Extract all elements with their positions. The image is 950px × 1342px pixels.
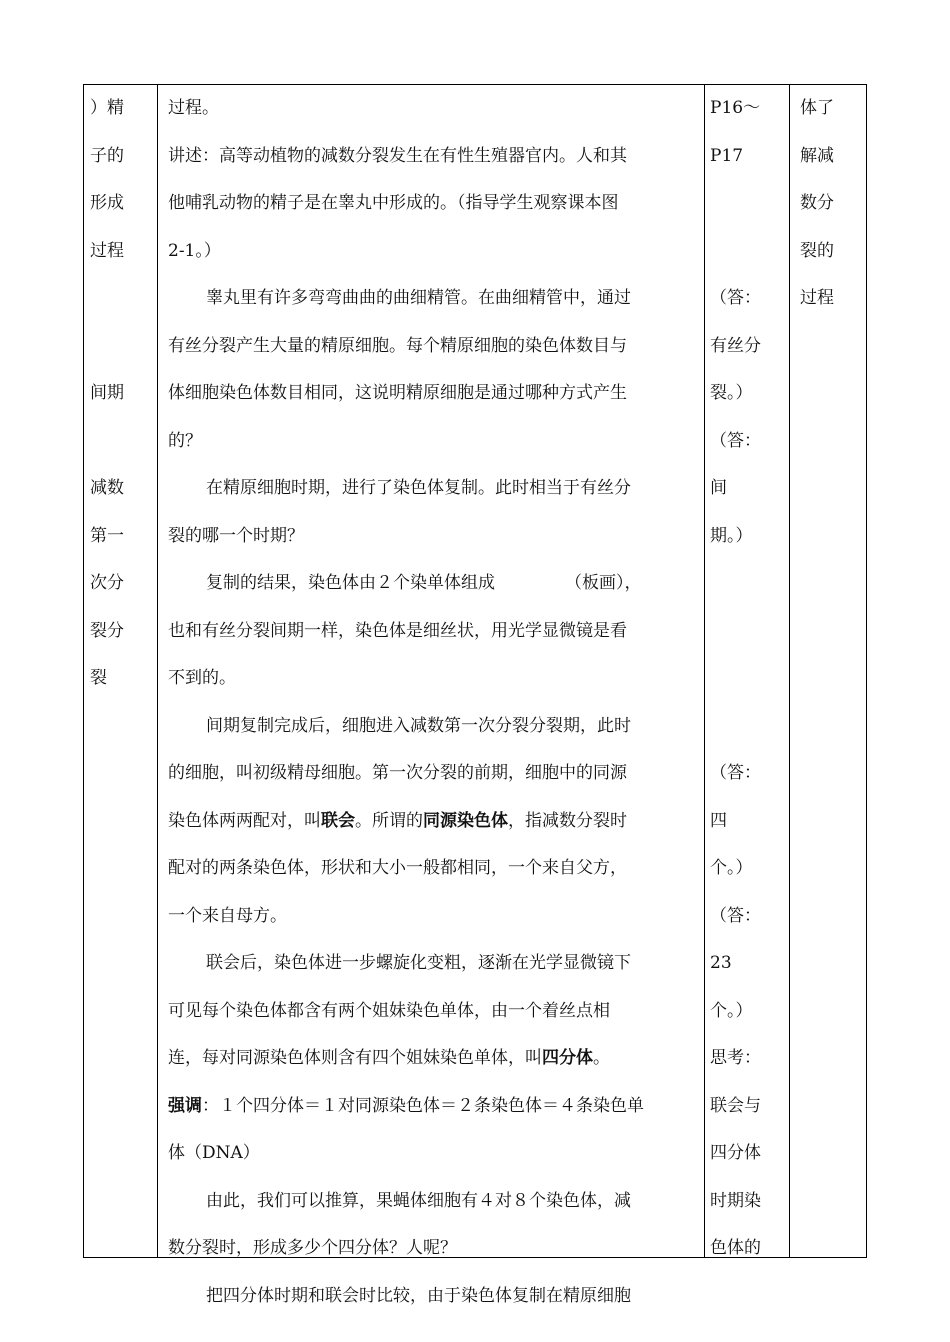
lesson-table (83, 84, 867, 1306)
content-text: 复制的结果，染色体由２个染单体组成 (206, 573, 495, 593)
content-line: 可见每个染色体都含有两个姐妹染色单体，由一个着丝点相 (168, 1000, 610, 1021)
content-line: 由此，我们可以推算，果蝇体细胞有４对８个染色体，减 (206, 1190, 631, 1211)
content-line: 讲述：高等动植物的减数分裂发生在有性生殖器官内。人和其 (168, 145, 627, 166)
purpose-column (800, 85, 864, 323)
topic-line: ）精 (90, 98, 124, 118)
content-text: ，指减数分裂时 (508, 810, 627, 831)
answer-line: 个。） (710, 1000, 753, 1021)
answer-line: 有丝分 (710, 335, 761, 356)
purpose-line: 解减 (800, 145, 834, 166)
purpose-line: 裂的 (800, 240, 834, 261)
answer-line: 时期染 (710, 1190, 761, 1211)
answer-line: （答： (710, 905, 761, 926)
term-homologous-chromosome: 同源染色体 (423, 810, 508, 831)
topic-line: 间期 (90, 383, 124, 403)
content-line (168, 1035, 696, 1083)
content-line (168, 798, 696, 846)
answer-line (710, 560, 774, 608)
purpose-line: 数分 (800, 193, 834, 213)
content-text: 染色体两两配对，叫 (168, 810, 321, 831)
answer-line: P16～ (710, 98, 761, 118)
answer-line: 四分体 (710, 1143, 761, 1163)
topic-line (90, 418, 154, 466)
topic-line (90, 275, 154, 323)
content-line (168, 1083, 696, 1131)
topic-line: 第一 (90, 525, 124, 546)
answer-line: （答： (710, 763, 761, 783)
column-divider-1 (157, 85, 158, 1257)
answer-line: 期。） (710, 525, 753, 546)
content-text: 。 (593, 1048, 610, 1068)
topic-line: 减数 (90, 478, 124, 498)
answer-line (710, 608, 774, 656)
content-column (168, 85, 696, 1320)
content-line: 也和有丝分裂间期一样，染色体是细丝状，用光学显微镜是看 (168, 620, 627, 641)
purpose-line: 体了 (800, 98, 834, 118)
content-line: 过程。 (168, 98, 219, 118)
topic-line: 过程 (90, 240, 124, 261)
topic-line: 次分 (90, 573, 124, 593)
content-line (168, 560, 696, 608)
answer-line (710, 228, 774, 276)
term-synapsis: 联会 (321, 810, 355, 831)
answer-line: 色体的 (710, 1238, 761, 1258)
answer-line: 思考： (710, 1048, 761, 1068)
answer-line: （答： (710, 430, 761, 451)
emphasis-label: 强调 (168, 1095, 202, 1116)
topic-column (90, 85, 154, 703)
answer-line: 间 (710, 478, 727, 498)
content-line: 在精原细胞时期，进行了染色体复制。此时相当于有丝分 (206, 478, 631, 498)
topic-line: 形成 (90, 193, 124, 213)
content-text: 。所谓的 (355, 810, 423, 831)
answer-line: P17 (710, 145, 744, 166)
topic-line: 子的 (90, 145, 124, 166)
content-line: 睾丸里有许多弯弯曲曲的曲细精管。在曲细精管中，通过 (206, 288, 631, 308)
answer-line: 23 (710, 953, 732, 973)
column-divider-3 (789, 85, 790, 1257)
content-line: 他哺乳动物的精子是在睾丸中形成的。（指导学生观察课本图 (168, 193, 619, 213)
content-line: 裂的哪一个时期？ (168, 525, 304, 546)
content-line: 不到的。 (168, 668, 236, 688)
content-line: 有丝分裂产生大量的精原细胞。每个精原细胞的染色体数目与 (168, 335, 627, 356)
term-tetrad: 四分体 (542, 1048, 593, 1068)
content-line: 数分裂时，形成多少个四分体？人呢？ (168, 1238, 457, 1258)
column-divider-2 (704, 85, 705, 1257)
board-drawing-note: （板画）， (565, 573, 642, 593)
answer-line (710, 655, 774, 703)
answers-column (710, 85, 774, 1273)
answer-line: 个。） (710, 858, 753, 878)
answer-line (710, 180, 774, 228)
topic-line: 裂分 (90, 620, 124, 641)
content-text: ：１个四分体＝１对同源染色体＝２条染色体＝４条染色单 (202, 1095, 644, 1116)
content-line: 把四分体时期和联会时比较，由于染色体复制在精原细胞 (206, 1285, 631, 1306)
content-line: 体细胞染色体数目相同，这说明精原细胞是通过哪种方式产生 (168, 383, 627, 403)
answer-line (710, 703, 774, 751)
topic-line: 裂 (90, 668, 107, 688)
content-line: 一个来自母方。 (168, 905, 287, 926)
answer-line: （答： (710, 288, 761, 308)
content-line: 2-1。） (168, 240, 221, 261)
content-line: 体（DNA） (168, 1143, 260, 1163)
topic-line (90, 323, 154, 371)
content-text: 连，每对同源染色体则含有四个姐妹染色单体，叫 (168, 1048, 542, 1068)
answer-line: 四 (710, 810, 727, 831)
content-line: 联会后，染色体进一步螺旋化变粗，逐渐在光学显微镜下 (206, 953, 631, 973)
content-line: 间期复制完成后，细胞进入减数第一次分裂分裂期，此时 (206, 715, 631, 736)
content-line: 的细胞，叫初级精母细胞。第一次分裂的前期，细胞中的同源 (168, 763, 627, 783)
purpose-line: 过程 (800, 288, 834, 308)
content-line: 配对的两条染色体，形状和大小一般都相同，一个来自父方， (168, 858, 627, 878)
answer-line: 联会与 (710, 1095, 761, 1116)
answer-line: 裂。） (710, 383, 753, 403)
content-line: 的？ (168, 430, 202, 451)
